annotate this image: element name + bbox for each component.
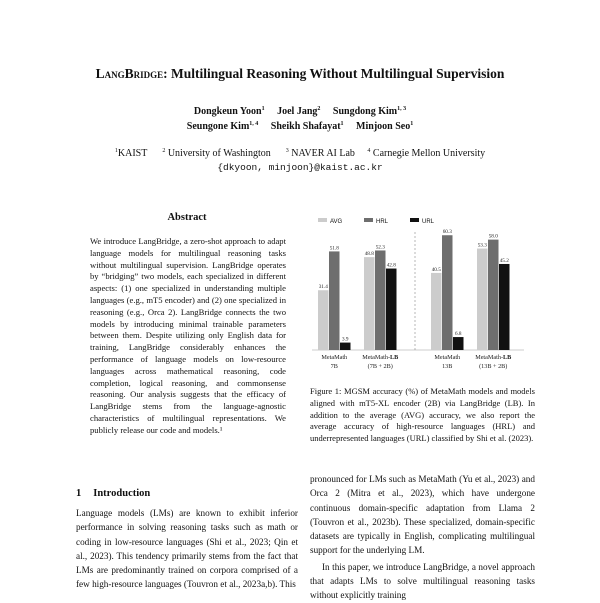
section-heading-introduction — [76, 488, 162, 499]
figure-caption: Figure 1: MGSM accuracy (%) of MetaMath models and models aligned with mT5-XL encoder (2B) via LangBridge (LB). In addition to the average (AVG) accuracy, we also report the average accuracy of high-resource languages (HRL) and underrepresented languages (URL) classified by Shi et al. (2023). — [310, 386, 535, 444]
legend-swatch-hrl — [364, 218, 373, 222]
abstract-heading: Abstract — [167, 212, 207, 223]
author: Seungone Kim$^{1, 4}$ — [186, 121, 259, 132]
bar-hrl-1 — [375, 250, 386, 350]
affiliations — [0, 148, 600, 159]
data-label-url-2: 6.8 — [455, 331, 462, 338]
data-label-avg-2: 40.5 — [431, 266, 441, 273]
intro-right-paragraph-2: In this paper, we introduce LangBridge, a novel approach that adapts LMs to solve multilingual reasoning tasks without explicitly training — [310, 561, 535, 601]
affiliation: $^1$KAIST — [114, 148, 148, 159]
category-label-3: MetaMath-LB — [475, 354, 512, 361]
author: Dongkeun Yoon$^1$ — [193, 106, 265, 117]
bar-avg-3 — [477, 249, 488, 350]
intro-right-column — [310, 472, 535, 603]
legend-swatch-url — [410, 218, 419, 222]
author: Joel Jang$^2$ — [277, 106, 321, 117]
category-label-0: MetaMath — [321, 354, 348, 361]
legend-swatch-avg — [318, 218, 327, 222]
category-sublabel-1: (7B + 2B) — [367, 363, 393, 370]
data-label-hrl-0: 51.8 — [329, 245, 339, 252]
author: Sungdong Kim$^{1, 3}$ — [332, 106, 407, 117]
paper-title — [0, 66, 600, 82]
title-name: LangBridge — [95, 66, 164, 81]
affiliation: $^3$ NAVER AI Lab — [285, 148, 355, 159]
author: Minjoon Seo$^1$ — [356, 121, 414, 132]
section-title: Introduction — [93, 488, 151, 499]
category-sublabel-3: (13B + 2B) — [479, 363, 508, 370]
author: Sheikh Shafayat$^1$ — [270, 121, 344, 132]
data-label-hrl-2: 60.3 — [442, 229, 452, 236]
data-label-url-1: 42.8 — [386, 262, 396, 269]
data-label-hrl-1: 52.3 — [375, 244, 385, 251]
category-sublabel-2: 13B — [442, 363, 453, 370]
bar-hrl-0 — [329, 251, 340, 350]
bar-hrl-3 — [488, 240, 499, 350]
affiliation: $^2$ University of Washington — [162, 148, 271, 159]
data-label-avg-1: 48.8 — [364, 251, 374, 258]
category-label-1: MetaMath-LB — [362, 354, 399, 361]
bar-url-1 — [386, 269, 397, 350]
abstract-text: We introduce LangBridge, a zero-shot approach to adapt language models for multilingual reasoning tasks without multilingual supervision. LangBridge operates by “bridging” two models, each specialized in different aspects: (1) one specialized in understanding multiple languages (e.g., mT5 encoder) and (2) one specialized in reasoning (e.g., Orca 2). LangBridge connects the two models by introducing minimal trainable parameters between them. Despite utilizing only English data for training, LangBridge considerably enhances the performance of language models on low-resource languages across mathematical reasoning, code completion, logical reasoning, and commonsense reasoning. Our analysis suggests that the efficacy of LangBridge stems from the language-agnostic characteristics of multilingual representations. We publicly release our code and models.¹ — [90, 236, 286, 435]
mgsm-accuracy-chart — [310, 226, 535, 376]
authors-line-2 — [0, 121, 600, 132]
bar-url-3 — [499, 264, 510, 350]
intro-left-paragraph: Language models (LMs) are known to exhibit inferior performance in solving reasoning tasks such as math or coding in low-resource languages (Shi et al., 2023; Qin et al., 2023). This tendency primarily stems from the fact that LMs are predominantly trained on corpora comprised of a few high-resource languages (Touvron et al., 2023a,b). This — [76, 508, 298, 590]
data-label-url-0: 3.9 — [342, 336, 349, 343]
bar-avg-2 — [431, 273, 442, 350]
data-label-avg-0: 31.4 — [318, 284, 328, 291]
category-sublabel-0: 7B — [330, 363, 338, 370]
bar-hrl-2 — [442, 235, 453, 350]
title-rest: : Multilingual Reasoning Without Multilingual Supervision — [163, 66, 505, 81]
bar-url-2 — [453, 337, 464, 350]
legend-hrl: HRL — [364, 218, 388, 225]
section-number: 1 — [76, 488, 82, 499]
data-label-hrl-3: 58.0 — [488, 233, 498, 240]
authors-line-1 — [0, 106, 600, 117]
data-label-avg-3: 53.3 — [477, 242, 487, 249]
bar-avg-0 — [318, 290, 329, 350]
data-label-url-3: 45.2 — [499, 257, 509, 264]
affiliation: $^4$ Carnegie Mellon University — [367, 148, 486, 159]
legend-avg: AVG — [318, 218, 342, 225]
intro-right-paragraph-1: pronounced for LMs such as MetaMath (Yu et al., 2023) and Orca 2 (Mitra et al., 2023), which have undergone continuous domain-specific adaptation from Llama 2 (Touvron et al., 2023b). These specialized, domain-specific datasets are typically in English, complicating multilingual support for the underlying LM. — [310, 474, 535, 556]
author-email[interactable]: {dkyoon, minjoon}@kaist.ac.kr — [217, 162, 383, 173]
bar-url-0 — [340, 343, 351, 350]
legend-url: URL — [410, 218, 434, 225]
bar-avg-1 — [364, 257, 375, 350]
category-label-2: MetaMath — [434, 354, 461, 361]
